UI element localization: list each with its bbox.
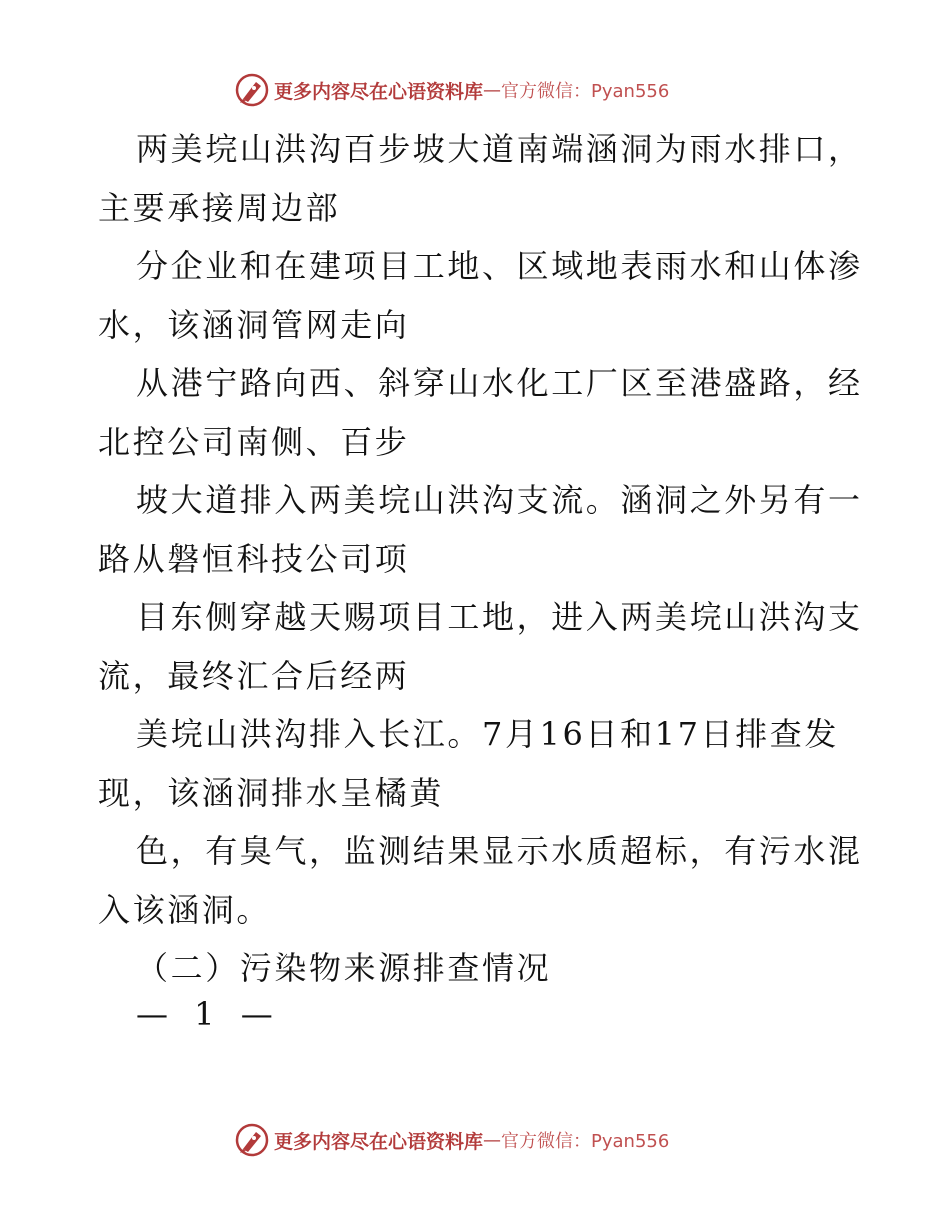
body-line: 流，最终汇合后经两 (98, 656, 410, 695)
header-wechat-text: 官方微信：Pyan556 (501, 81, 670, 102)
body-line: 现，该涵洞排水呈橘黄 (98, 773, 445, 812)
footer-separator: — (483, 1129, 502, 1151)
footer-brand-text: 更多内容尽在心语资料库 (274, 1130, 484, 1153)
body-line: 坡大道排入两美垸山洪沟支流。涵洞之外另有一 (136, 481, 863, 519)
body-line: 美垸山洪沟排入长江。7月16日和17日排查发 (136, 715, 839, 753)
body-line: 从港宁路向西、斜穿山水化工厂区至港盛路，经 (136, 364, 863, 402)
body-line: 目东侧穿越天赐项目工地，进入两美垸山洪沟支 (136, 598, 863, 636)
header-brand-text: 更多内容尽在心语资料库 (274, 80, 484, 103)
pen-nib-icon (234, 1122, 270, 1158)
body-line: 入该涵洞。 (98, 890, 272, 929)
body-line: 北控公司南侧、百步 (98, 422, 410, 461)
body-line: 水，该涵洞管网走向 (98, 305, 410, 344)
page-number: — 1 — (136, 995, 281, 1033)
body-line: 路从磐恒科技公司项 (98, 539, 410, 578)
section-heading: （二）污染物来源排查情况 (136, 949, 552, 987)
body-line: 两美垸山洪沟百步坡大道南端涵洞为雨水排口， (136, 130, 863, 168)
header-separator: — (483, 79, 502, 101)
pen-nib-icon (234, 72, 270, 108)
footer-banner (234, 1122, 669, 1158)
body-line: 主要承接周边部 (98, 188, 341, 227)
header-banner (234, 72, 669, 108)
footer-wechat-text: 官方微信：Pyan556 (501, 1131, 670, 1152)
body-line: 色，有臭气，监测结果显示水质超标，有污水混 (136, 832, 863, 870)
document-body (98, 120, 863, 998)
body-line: 分企业和在建项目工地、区域地表雨水和山体渗 (136, 247, 863, 285)
